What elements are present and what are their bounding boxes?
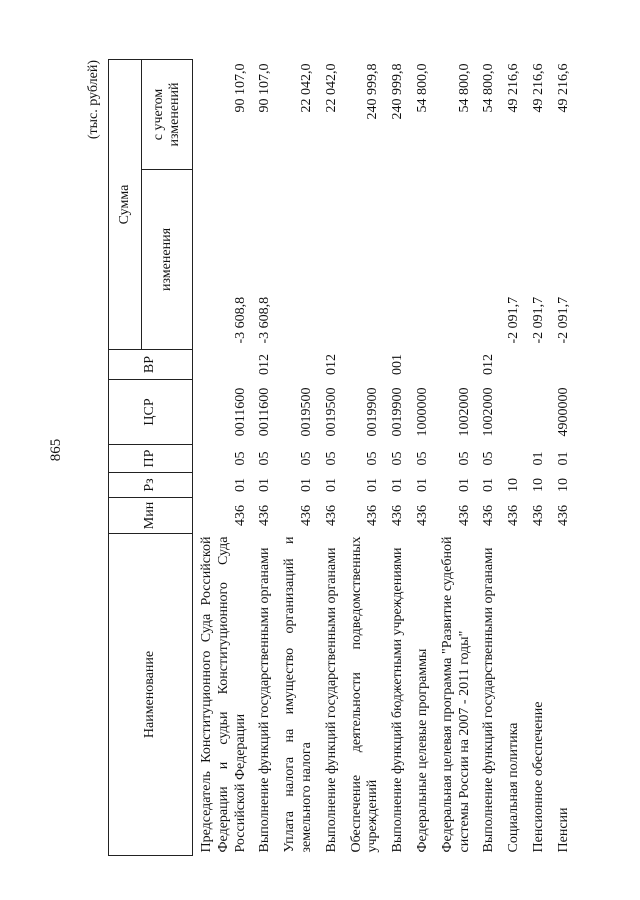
header-rz: Рз [109,473,193,498]
table-row [528,60,553,856]
row-pr: 05 [323,451,339,466]
row-min: 436 [506,505,522,526]
row-name: Уплата налога на имущество организаций и земельного налога [282,536,314,853]
row-total: 22 042,0 [298,63,314,113]
table-row [503,60,528,856]
row-csr [528,380,553,445]
row-rz: 01 [456,478,472,492]
header-sum: Сумма [109,60,142,350]
row-change [279,170,321,350]
header-name: Наименование [109,534,193,856]
budget-table [108,59,578,856]
row-vr [193,350,255,380]
row-min: 436 [481,505,497,526]
row-total: 54 800,0 [481,63,497,113]
row-vr: 012 [481,354,497,375]
row-vr [528,350,553,380]
row-min: 436 [232,505,248,526]
page-number: 865 [48,438,64,462]
row-total: 49 216,6 [530,63,546,113]
row-rz: 10 [506,478,522,492]
table-row [478,60,503,856]
row-min: 436 [390,505,406,526]
row-min: 436 [456,505,472,526]
row-name: Председатель Конституционного Суда Российской Федерации и судьи Конституционного Суда Российской Федерации [199,536,248,853]
row-name: Федеральная целевая программа "Развитие судебной системы России на 2007 - 2011 годы" [439,536,472,853]
row-csr: 0019900 [365,387,381,437]
row-rz: 01 [232,478,248,492]
row-change: -3 608,8 [232,296,248,344]
row-rz: 01 [257,478,273,492]
row-csr: 1002000 [456,387,472,437]
row-rz: 01 [390,478,406,492]
row-name: Выполнение функций государственными органами [323,547,339,853]
table-body [193,60,578,856]
header-with-changes: с учетом изменений [142,60,193,170]
row-change [412,170,437,350]
row-csr: 1000000 [414,387,430,437]
table-row [412,60,437,856]
row-csr [503,380,528,445]
row-name: Пенсионное обеспечение [530,701,546,853]
row-name: Выполнение функций государственными органами [481,547,497,853]
header-csr: ЦСР [109,380,193,445]
table-row [346,60,388,856]
row-pr: 05 [481,451,497,466]
row-total: 22 042,0 [323,63,339,113]
row-csr: 1002000 [481,387,497,437]
header-changes: изменения [142,170,193,350]
row-change [478,170,503,350]
row-rz: 01 [323,478,339,492]
header-min: Мин [109,498,193,534]
row-pr: 05 [232,451,248,466]
row-min: 436 [323,505,339,526]
row-total: 54 800,0 [456,63,472,113]
row-vr [279,350,321,380]
units-label: (тыс. рублей) [86,60,101,140]
row-csr: 0011600 [257,387,273,437]
row-change [387,170,412,350]
row-rz: 10 [530,478,546,492]
row-change [437,170,479,350]
row-vr [437,350,479,380]
table-row [437,60,479,856]
row-pr: 05 [257,451,273,466]
row-total: 54 800,0 [414,63,430,113]
table-row [254,60,279,856]
row-pr: 05 [298,451,314,466]
row-pr: 01 [530,451,546,466]
row-change: -2 091,7 [555,296,571,344]
row-vr [412,350,437,380]
row-name: Выполнение функций государственными органами [257,547,273,853]
row-change: -2 091,7 [530,296,546,344]
row-csr: 0019900 [390,387,406,437]
row-total: 90 107,0 [232,63,248,113]
table-row [193,60,255,856]
row-name: Выполнение функций бюджетными учреждениями [390,547,406,853]
row-min: 436 [530,505,546,526]
table-row [387,60,412,856]
row-vr [346,350,388,380]
row-vr: 012 [257,354,273,375]
row-total: 240 999,8 [390,63,406,120]
row-pr [503,445,528,473]
row-rz: 01 [298,478,314,492]
row-change [321,170,346,350]
row-pr: 05 [456,451,472,466]
row-pr: 01 [555,451,571,466]
row-rz: 01 [414,478,430,492]
row-min: 436 [257,505,273,526]
row-vr: 012 [323,354,339,375]
row-name: Обеспечение деятельности подведомственных учреждений [348,536,381,853]
header-pr: ПР [109,445,193,473]
row-change [346,170,388,350]
row-change: -2 091,7 [506,296,522,344]
row-vr [503,350,528,380]
row-total: 240 999,8 [365,63,381,120]
row-pr: 05 [414,451,430,466]
table-row [553,60,578,856]
header-vr: ВР [109,350,193,380]
row-change: -3 608,8 [257,296,273,344]
table-row [321,60,346,856]
row-rz: 01 [481,478,497,492]
row-total: 49 216,6 [555,63,571,113]
row-rz: 01 [365,478,381,492]
row-min: 436 [298,505,314,526]
row-name: Социальная политика [506,722,522,853]
row-total: 49 216,6 [506,63,522,113]
row-csr: 0011600 [232,387,248,437]
row-csr: 0019500 [298,387,314,437]
row-name: Пенсии [555,807,571,853]
row-vr [553,350,578,380]
table-row [279,60,321,856]
row-csr: 0019500 [323,387,339,437]
row-min: 436 [365,505,381,526]
row-csr: 4900000 [555,387,571,437]
row-total: 90 107,0 [257,63,273,113]
row-name: Федеральные целевые программы [414,648,430,853]
table-header [109,60,193,856]
row-min: 436 [414,505,430,526]
row-min: 436 [555,505,571,526]
row-pr: 05 [365,451,381,466]
row-rz: 10 [555,478,571,492]
row-pr: 05 [390,451,406,466]
row-vr: 001 [390,354,406,375]
